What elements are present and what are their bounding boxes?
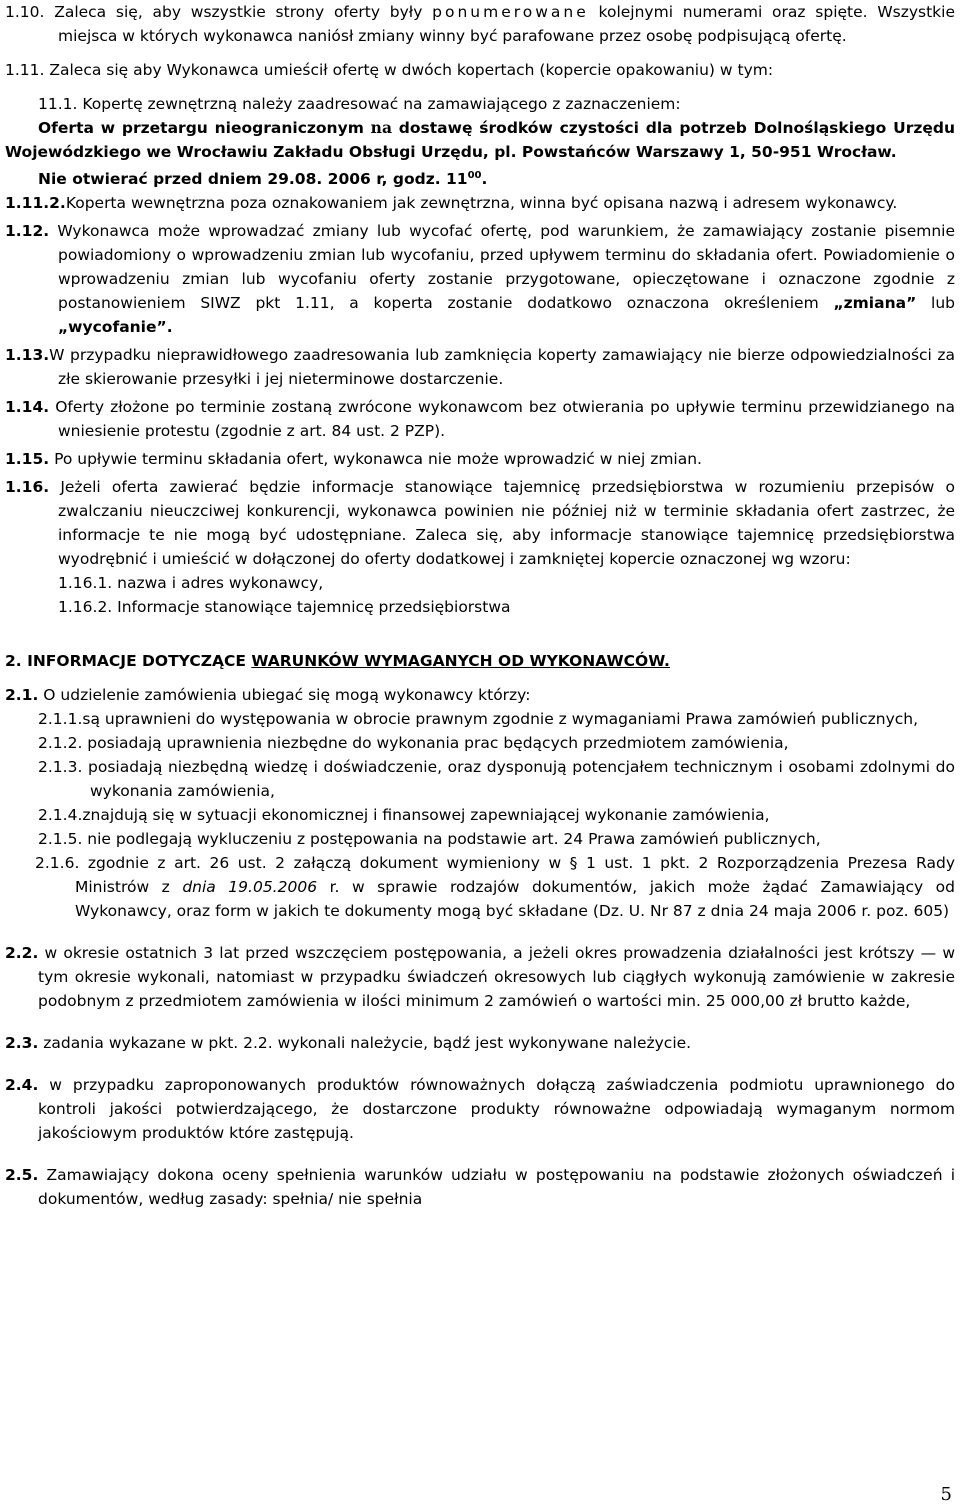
section-text: lub: [916, 294, 955, 313]
list-item-text: r. w sprawie rodzajów dokumentów, jakich może żądać Zamawiający od Wykonawcy, oraz form w jakich te dokumenty mogą być składane (Dz. U. Nr 87 z dnia 24 maja 2006 r. poz. 605): [75, 878, 955, 921]
address-part: Oferta w przetargu nieograniczonym: [38, 119, 371, 137]
section-2-heading: [5, 649, 955, 673]
section-paragraph: [5, 475, 955, 571]
section-text: zadania wykazane w pkt. 2.2. wykonali należycie, bądź jest wykonywane należycie.: [38, 1034, 692, 1053]
section-number: 1.14.: [5, 398, 50, 417]
section-1-12: [5, 219, 955, 339]
section-text: Wykonawca może wprowadzać zmiany lub wycofać ofertę, pod warunkiem, że zamawiający zostanie pisemnie powiadomiony o wprowadzeniu zmian lub wycofaniu, przed upływem terminu do składania ofert. Powiadomienie o wprowadzeniu zmian lub wycofaniu oferty zostanie przygotowane, opieczętowane i oznaczone zgodnie z postanowieniem SIWZ pkt 1.11, a koperta zostanie dodatkowo oznaczona określeniem: [49, 222, 955, 313]
italic-date: dnia 19.05.2006: [182, 878, 318, 897]
section-text: kolejnymi numerami oraz spięte. Wszystkie miejsca w których wykonawca naniósł zmiany winny być parafowane przez osobę podpisującą ofertę.: [58, 3, 956, 45]
section-1-16: [5, 475, 955, 619]
document-page: [5, 0, 955, 1211]
list-item: 1.16.2. Informacje stanowiące tajemnicę przedsiębiorstwa: [58, 598, 511, 617]
list-item: 2.1.3. posiadają niezbędną wiedzę i doświadczenie, oraz dysponują potencjałem technicznym i osobami zdolnymi do wykonania zamówienia,: [38, 758, 955, 801]
section-number: 1.16.: [5, 478, 50, 497]
address-part: na: [370, 118, 392, 137]
section-1-11: [5, 58, 955, 82]
section-number: 1.11.2.: [5, 194, 66, 213]
section-text: O udzielenie zamówienia ubiegać się mogą wykonawcy którzy:: [38, 686, 531, 705]
list-item: 2.1.4.znajdują się w sytuacji ekonomicznej i finansowej zapewniającej wykonanie zamówienia,: [38, 806, 770, 825]
section-text: W przypadku nieprawidłowego zaadresowania lub zamknięcia koperty zamawiający nie bierze odpowiedzialności za złe skierowanie przesyłki i jej nieterminowe dostarczenie.: [49, 346, 955, 389]
open-date-note: [5, 164, 955, 191]
date-dot: .: [481, 170, 488, 189]
section-number: 2.5.: [5, 1166, 39, 1185]
section-1-10: [5, 0, 955, 48]
section-1-13: [5, 343, 955, 391]
address-part: dostawę środków czystości dla potrzeb Dolnośląskiego Urzędu Wojewódzkiego we Wrocławiu Zakładu Obsługi Urzędu, pl. Powstańców Warszawy 1, 50-951 Wrocław.: [5, 119, 956, 161]
list-item-text: 2.1.6. zgodnie z art. 26 ust. 2 załączą dokument wymieniony w § 1 ust. 1 pkt. 2 Rozporządzenia Prezesa Rady Ministrów z: [35, 854, 955, 897]
section-1-11-1: [5, 92, 955, 191]
section-2-5: [5, 1163, 955, 1211]
section-1-14: [5, 395, 955, 443]
spaced-text: ponumerowane: [432, 3, 589, 21]
section-1-15: [5, 447, 955, 471]
list-item: 2.1.2. posiadają uprawnienia niezbędne do wykonania prac będących przedmiotem zamówienia,: [38, 734, 789, 753]
section-paragraph: [5, 683, 955, 707]
section-text: w okresie ostatnich 3 lat przed wszczęciem postępowania, a jeżeli okres prowadzenia działalności jest krótszy — w tym okresie wykonali, natomiast w przypadku świadczeń okresowych lub ciągłych wykonują zamówienie w zakresie podobnym z przedmiotem zamówienia w ilości minimum 2 zamówień o wartości min. 25 000,00 zł brutto każde,: [38, 944, 955, 1011]
section-number: 1.13.: [5, 346, 50, 365]
page-number: 5: [940, 1484, 952, 1505]
section-number: 2.4.: [5, 1076, 39, 1095]
heading-part-underlined: WARUNKÓW WYMAGANYCH OD WYKONAWCÓW.: [251, 652, 670, 671]
list-item: 1.16.1. nazwa i adres wykonawcy,: [58, 574, 324, 593]
section-text: w przypadku zaproponowanych produktów równoważnych dołączą zaświadczenia podmiotu uprawnionego do kontroli jakości potwierdzającego, że dostarczone produkty równoważne odpowiadają wymaganym normom jakościowym produktów które zastępują.: [38, 1076, 955, 1143]
section-text: Koperta wewnętrzna poza oznakowaniem jak zewnętrzna, winna być opisana nazwą i adresem wykonawcy.: [65, 194, 898, 213]
bold-term: „zmiana”: [833, 294, 917, 313]
list-item: 2.1.5. nie podlegają wykluczeniu z postępowania na podstawie art. 24 Prawa zamówień publicznych,: [38, 830, 821, 849]
section-1-11-2: [5, 191, 955, 215]
envelope-address: [5, 116, 955, 164]
section-text: Oferty złożone po terminie zostaną zwrócone wykonawcom bez otwierania po upływie terminu przewidzianego na wniesienie protestu (zgodnie z art. 84 ust. 2 PZP).: [49, 398, 955, 441]
section-number: 1.10.: [5, 3, 45, 21]
list-item: [5, 851, 955, 923]
bold-term: „wycofanie”.: [58, 318, 173, 337]
section-text: Zaleca się, aby wszystkie strony oferty były: [44, 3, 433, 21]
section-number: 2.2.: [5, 944, 39, 963]
section-text: Po upływie terminu składania ofert, wykonawca nie może wprowadzić w niej zmian.: [49, 450, 702, 469]
section-2-3: [5, 1031, 955, 1055]
time-sup: 00: [467, 170, 482, 181]
date-text: Nie otwierać przed dniem 29.08. 2006 r, godz. 11: [38, 170, 468, 189]
section-2-2: [5, 941, 955, 1013]
section-text: 11.1. Kopertę zewnętrzną należy zaadresować na zamawiającego z zaznaczeniem:: [38, 95, 681, 113]
section-2-4: [5, 1073, 955, 1145]
list-item: 2.1.1.są uprawnieni do występowania w obrocie prawnym zgodnie z wymaganiami Prawa zamówień publicznych,: [38, 710, 919, 729]
section-number: 1.15.: [5, 450, 50, 469]
section-number: 2.3.: [5, 1034, 39, 1053]
section-number: 1.12.: [5, 222, 50, 241]
section-text: Jeżeli oferta zawierać będzie informacje stanowiące tajemnicę przedsiębiorstwa w rozumieniu przepisów o zwalczaniu nieuczciwej konkurencji, wykonawca powinien nie później niż w terminie składania ofert zastrzec, że informacje te nie mogą być udostępniane. Zaleca się, aby informacje stanowiące tajemnicę przedsiębiorstwa wyodrębnić i umieścić w dołączonej do oferty dodatkowej i zamkniętej kopercie oznaczonej wg wzoru:: [49, 478, 955, 569]
section-text: Zamawiający dokona oceny spełnienia warunków udziału w postępowaniu na podstawie złożonych oświadczeń i dokumentów, według zasady: spełnia/ nie spełnia: [38, 1166, 955, 1209]
heading-part: 2. INFORMACJE DOTYCZĄCE: [5, 652, 252, 671]
section-text: 1.11. Zaleca się aby Wykonawca umieścił ofertę w dwóch kopertach (kopercie opakowaniu) w tym:: [5, 61, 774, 79]
section-2-1: [5, 683, 955, 923]
section-number: 2.1.: [5, 686, 39, 705]
